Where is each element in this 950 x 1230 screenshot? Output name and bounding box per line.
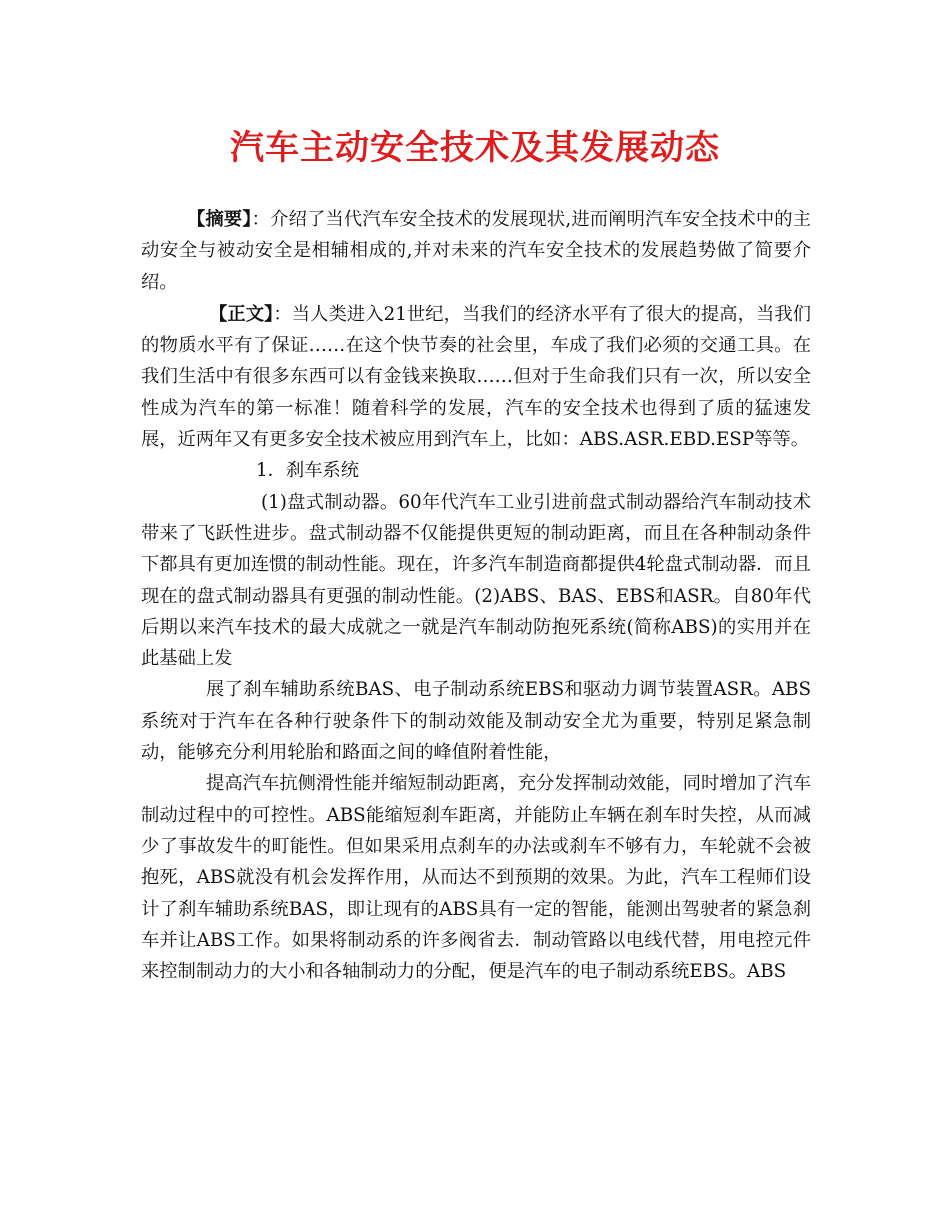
- intro-paragraph: [141, 299, 811, 455]
- intro-text: ：当人类进入21世纪，当我们的经济水平有了很大的提高，当我们的物质水平有了保证……在这个快节奏的社会里，车成了我们必须的交通工具。在我们生活中有很多东西可以有金钱来换取……但对于生命我们只有一次，所以安全性成为汽车的第一标准！随着科学的发展，汽车的安全技术也得到了质的猛速发展，近两年又有更多安全技术被应用到汽车上，比如：ABS.ASR.EBD.ESP等等。: [141, 303, 811, 451]
- document-title: 汽车主动安全技术及其发展动态: [230, 128, 720, 168]
- body-label: 【正文】: [209, 303, 274, 325]
- abstract-text: ：介绍了当代汽车安全技术的发展现状,进而阐明汽车安全技术中的主动安全与被动安全是相辅相成的,并对未来的汽车安全技术的发展趋势做了简要介绍。: [141, 209, 812, 293]
- document-body: [141, 204, 811, 987]
- continuation-paragraph: 展了刹车辅助系统BAS、电子制动系统EBS和驱动力调节装置ASR。ABS系统对于汽车在各种行驶条件下的制动效能及制动安全尤为重要，特别足紧急制动，能够充分利用轮胎和路面之间的峰值附着性能，: [141, 679, 811, 764]
- abstract-paragraph: [141, 204, 811, 298]
- abs-paragraph: 提高汽车抗侧滑性能并缩短制动距离，充分发挥制动效能，同时增加了汽车制动过程中的可控性。ABS能缩短刹车距离，并能防止车辆在刹车时失控，从而减少了事故发牛的町能性。但如果采用点刹车的办法或刹车不够有力，车轮就不会被抱死，ABS就没有机会发挥作用，从而达不到预期的效果。为此，汽车工程师们设计了刹车辅助系统BAS，即让现有的ABS具有一定的智能，能测出驾驶者的紧急刹车并让ABS工作。如果将制动系的许多阀省去．制动管路以电线代替，用电控元件来控制制动力的大小和各轴制动力的分配，便是汽车的电子制动系统EBS。ABS: [141, 773, 811, 983]
- disc-brakes-paragraph: (1)盘式制动器。60年代汽车工业引进前盘式制动器给汽车制动技术带来了飞跃性进步。盘式制动器不仅能提供更短的制动距离，而且在各种制动条件下都具有更加连惯的制动性能。现在，许多汽车制造商都提供4轮盘式制动器．而且现在的盘式制动器具有更强的制动性能。(2)ABS、BAS、EBS和ASR。自80年代后期以来汽车技术的最大成就之一就是汽车制动防抱死系统(简称ABS)的实用并在此基础上发: [141, 491, 811, 670]
- abstract-label: 【摘要】: [187, 209, 252, 230]
- section-heading: 1．刹车系统: [256, 460, 360, 482]
